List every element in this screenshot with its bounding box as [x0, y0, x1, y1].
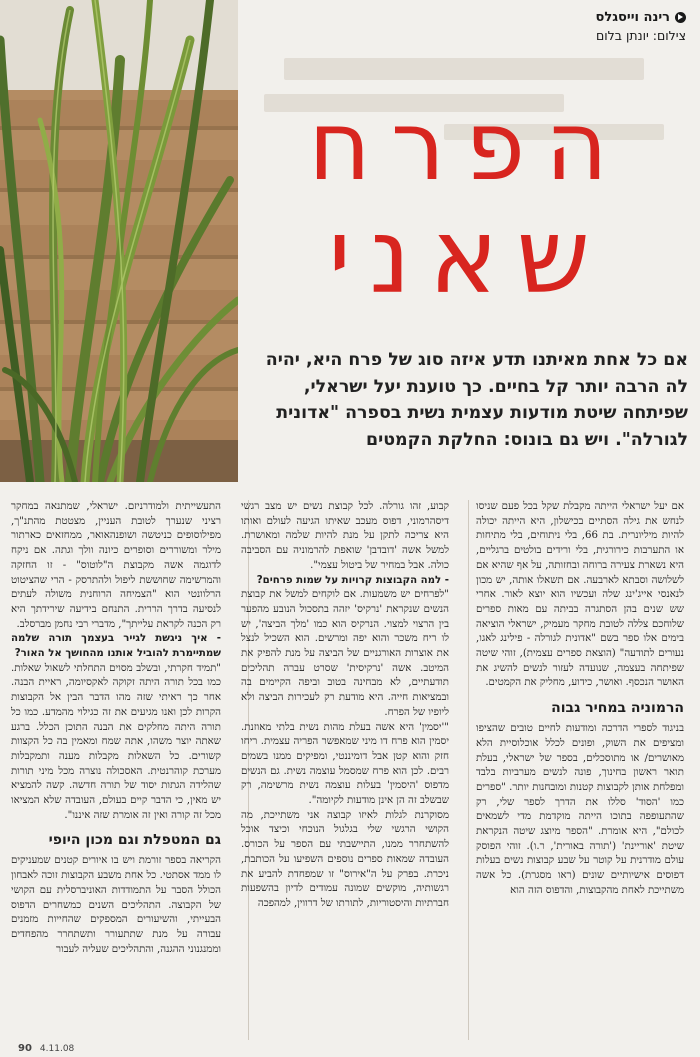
- paragraph: הקריאה בספר זורמת ויש בו איורים קטנים שמעניקים לו ממד אסתטי. כל אחת משבע הקבוצות זוכה לאבחון הכולל הסבר על התמודדות האוניברסלית עם הקושי של הקבוצה. התהליכים השנים כמשחרים הדפוס הבעייתי, והשיעורים המספקים שהחייות מזמנים עבורה על מנת שתתעורר ותשתחרר מהפחדים וממנגנוני ההגנה, והתהליכים שעליה לעבור: [11, 855, 221, 955]
- page-footer: [0, 1040, 700, 1057]
- column-middle: [241, 500, 449, 912]
- plant-photo: [0, 0, 238, 482]
- column-left: [11, 500, 221, 957]
- column-divider: [468, 500, 469, 1040]
- subheading: גם המטפלת וגם מכון היופי: [48, 832, 221, 849]
- article-title: [258, 90, 678, 317]
- interview-question: - למה הקבוצות קרויות על שמות פרחים?: [256, 574, 449, 586]
- author-line: [596, 10, 686, 25]
- paragraph: "לפרחים יש משמעות. אם לוקחים למשל את קבוצת הנשים שנקראת 'נרקיס' יזהה בתסכול הנובע מהפער בין הרצוי למצוי. הנרקיס הוא כמו 'מלך הביצה', יש לו ריח משכר והוא יפה ומרשים. הוא השכיל לנצל את אוצרות האורגניים של הביצה על מנת להפיק את המיטב. אשה 'נרקיסית' שסרט עברה תהליכים תודעתיים, לא מבחינה בטוב וביפה הקיימים בה ובמציאות חייה. היא מודעת רק לעכירות הביצה ולא ליופיו של הפרח.: [241, 589, 449, 718]
- lead-paragraph: אם כל אחת מאיתנו תדע איזה סוג של פרח היא, יהיה לה הרבה יותר קל בחיים. כך טוענת יעל ישראלי, שפיתחה שיטת מודעות עצמית נשית בספרה "אדונית לגורלה". ויש גם בונוס: החלקת הקמטים: [265, 350, 688, 450]
- column-right: [476, 500, 684, 899]
- paragraph: "'יסמין' היא אשה בעלת מהות נשית בלתי מאוזנת. יסמין הוא פרח דו מיני שמאפשר הפריה עצמית. ריחו חזק והוא קטן אבל דומיננטי, ומפיקים ממנו בשמים רבים. לכן הוא פרח שמסמל עוצמה נשית. גם הנשים מדפוס 'היסמין' בעלות עוצמה נשית מרשימה, רק שבשלב זה הן אינן מודעות לקיומה".: [241, 721, 449, 807]
- plant-illustration: [0, 0, 238, 482]
- paragraph: מסוקרנת לגלות לאיזו קבוצה אני משתייכת, מה הקושי הרגשי שלי בגלגול הנוכחי וכיצד אוכל להשתחרר ממנו, התיישבתי עם הספר על הכורס. העובדה שמאות ספרים נוספים השפיעו על הכותבת, ניכרת. בפרק על ה"אירוס" זו שמפחדת להביע את רגשותיה, מוקשים שמונה עמודים לדיון בהשפעות חברתיות והיסטוריות, לתורתו של דרווין, למהפכה: [241, 809, 449, 909]
- byline: [596, 10, 686, 43]
- subheading: הרמוניה במחיר גבוה: [551, 700, 684, 717]
- paragraph: בניגוד לספרי הדרכה ומודעות לחיים טובים שהציפו ומציפים את השוק, ופונים לכלל אוכלוסיית הלא מאושרים/ או מתוסכלים, בספר של ישראלי, בעלת תואר ראשון בחינוך, פונה לנשים מערביות בלבד ומפלחת אותן לקבוצות קטנות ומובחנות יותר. "ספרים כמו 'הסוד' סללו את הדרך לספר שלי, רק שהתעופפה בתוכו הייתה מוקדמת מדי לשמאים לכולם", היא אומרת. "הספר מיוצג שיטה הנקראת שיטת 'אוריינת' ('תורה באורית', ר.ו). זוהי הפוסק עולם מודרנית על קוטר על שבע קבוצות נשים בעלות דפוסים אישיותיים שונים (ראו מסגרת). כל אשה משתייכת לאחת מהקבוצות, והדפוס הזה הוא: [476, 723, 684, 896]
- issue-date: 4.11.08: [39, 1043, 75, 1054]
- play-bullet-icon: [675, 12, 686, 23]
- title-line-2: שאני: [327, 195, 609, 317]
- paragraph: קבוע, זהו גורלה. לכל קבוצת נשים יש מצב רגשי דיסהרמוני, דפוס מעכב שאיתו הגיעה לעולם ואותו היא צריכה לתקן על מנת להיות שלמה ומאושרת. למשל אשה 'דובדבן' שואפת להרמוניה עם הסביבה כולה. אבל במחיר של ביטול עצמי".: [241, 501, 449, 571]
- page-number: 90: [18, 1043, 32, 1054]
- interview-question: - איך ניגשת לגייר בעצמך תורה שלמה שמתיימרת להוביל אותנו מהחושך אל האור?: [11, 633, 221, 660]
- photo-credit: צילום: יונתן בלום: [595, 28, 686, 43]
- paragraph: אם יעל ישראלי הייתה מקבלת שקל בכל פעם שניסו לנחש את גילה הסתיים בכישלון, היא הייתה יכולה להיות מיליונרית. בת 66, בלי ניתוחים, בלי מתיחות או התערבות כירורגית, בלי ורידים בולטים ברגליים, היא נשארת צעירה ברוחה ובחזותה, על אף שהיא אם לשלושה וסבתא לארבעה. אם תשאלו אותה, יש מכון לנאנסי אייג'ינג שלה ועכשיו הוא יוצא לאור. אחרי שש שנים בהן הסתגרה בביתה עם מאות ספרים שלוחכם צללה לטובת מחקר מעמיק, ישראלי הוציאה בימים אלו ספר בשם "אדונית לגורלה - פילינג לאגו, נעורים לתודעה" (הוצאת ספרים עצמית), זוהי שיטה שפיתחה בעצמה, שנועדה לעזור לנשים להשיג את האושר הנכסף. ואושר, כידוע, מחליק את הקמטים.: [475, 501, 684, 689]
- author-name: רינה וייסגלס: [595, 10, 670, 25]
- paragraph: התעשייתית ולמודרניזם. ישראלי, שמתנאה במחקר רציני שנערך לטובת העניין, מצטטת מהתנ"ך, מפילוסופים כניטשה ושופנהאואר, ממחזאים כארתור מילר ומשוררים וסופרים כיונה וולך וגתה. אם ניקח לדוגמה אשה מקבוצת ה"לוטוס" - זו החזקה והמרשימה שחוששת ליפול ולהתרסק - הרי שהציטוט הרלוונטי הוא "הצמיחה הרוחנית משולה לעתים לנסיעה בדרך הררית. התנחם בידיעה שירידתך היא רק הכנה לקראת עלייתך", מדברי רבי נחמן מברסלב.: [11, 501, 221, 630]
- title-line-1: הפרח: [308, 90, 628, 202]
- paragraph: "תמיד חקרתי, ובשלב מסוים התחלתי לשאול שאלות. כמו בכל תורה היתה זקוקה לאקסיומה, ראיית הבנה. אחר כך ראיתי שזה מהו הדבר הבין אל הקבוצות הקרות לכן ואנו מגיעים את זה כגילוי מהמדע. כמו כל תורה היתה מחלקים את הבנה התוכן הכלל. ברגע שאתה יוצר משהו, אתה שמח ומאמין בה כל הקצוות קשורים. כל השאלות מקבלות מענה ותמקבלות מערכת קוהרנטית. האסכולה נוצרה מכל מיני תורות שהלידה הגתות יסוד של תורה חדשה. קשה להמציא יש מאין, כי הדבר קיים בעולם, העובדה שלא המציאו מכל זה קורה ואין זה אומרת שזה איננו".: [11, 662, 221, 821]
